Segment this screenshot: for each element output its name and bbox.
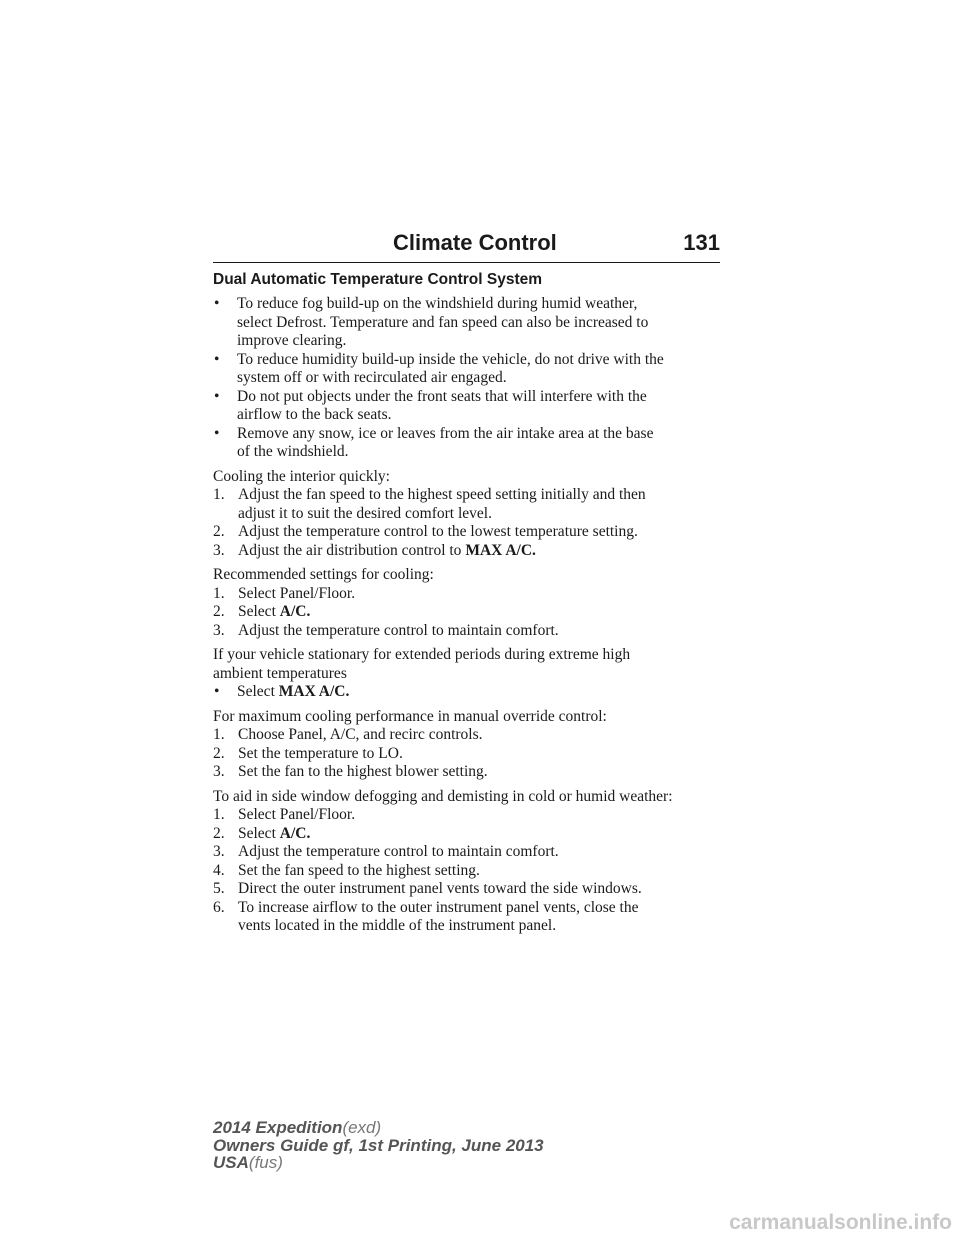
bullet-text: improve clearing. — [237, 332, 347, 349]
list-item: 1. Select Panel/Floor. — [213, 806, 356, 823]
footer-code: (exd) — [342, 1118, 382, 1137]
footer-model: 2014 Expedition — [213, 1118, 343, 1137]
footer-line — [213, 1119, 544, 1137]
footer-line: Owners Guide gf, 1st Printing, June 2013 — [213, 1135, 544, 1155]
step-bold-text: A/C. — [279, 824, 311, 842]
bullet-icon: • — [214, 387, 220, 405]
step-text: Set the temperature to LO. — [238, 744, 403, 762]
bullet-text: To reduce fog build-up on the windshield during humid weather, — [237, 295, 638, 312]
list-item — [213, 388, 723, 425]
step-bold-text: MAX A/C. — [278, 683, 350, 700]
list-item — [213, 683, 723, 702]
section-heading: Dual Automatic Temperature Control System — [213, 271, 543, 288]
defogging-title: To aid in side window defogging and demisting in cold or humid weather: — [213, 787, 673, 805]
footer-line — [213, 1154, 544, 1172]
cooling-quickly-title: Cooling the interior quickly: — [213, 467, 390, 485]
step-text: Adjust the air distribution control to — [238, 541, 462, 559]
bullet-text: airflow to the back seats. — [237, 406, 392, 423]
list-item — [213, 425, 723, 462]
step-text: Select — [238, 824, 276, 842]
list-item: 3. Adjust the air distribution control to MAX A/C. — [213, 541, 536, 559]
list-item: 5. Direct the outer instrument panel vents toward the side windows. — [213, 880, 642, 897]
defogging-section — [213, 788, 723, 936]
footer-code: (fus) — [248, 1153, 283, 1172]
step-text: Select — [237, 683, 275, 700]
step-text: Set the fan speed to the highest setting. — [238, 861, 480, 879]
manual-override-title: For maximum cooling performance in manual override control: — [213, 707, 607, 725]
list-item — [213, 295, 723, 351]
step-text: To increase airflow to the outer instrument panel vents, close the — [238, 898, 639, 916]
cooling-quickly-section — [213, 468, 723, 561]
step-text: adjust it to suit the desired comfort level. — [238, 504, 492, 522]
step-text: vents located in the middle of the instrument panel. — [238, 917, 557, 934]
step-text: Select Panel/Floor. — [238, 584, 356, 602]
list-item: 2. Adjust the temperature control to the lowest temperature setting. — [213, 523, 638, 540]
page-footer — [213, 1119, 544, 1172]
stationary-line: If your vehicle stationary for extended periods during extreme high — [213, 646, 631, 663]
bullet-text: system off or with recirculated air engaged. — [237, 369, 507, 386]
bullet-icon: • — [214, 424, 220, 442]
step-text: Adjust the temperature control to maintain comfort. — [238, 621, 559, 639]
bullet-icon: • — [214, 683, 220, 700]
step-text: Choose Panel, A/C, and recirc controls. — [238, 726, 483, 743]
stationary-section — [213, 646, 723, 702]
intro-bullet-list — [213, 295, 723, 462]
recommended-section — [213, 566, 723, 640]
step-text: Set the fan to the highest blower setting. — [238, 763, 488, 780]
list-item: 3. Adjust the temperature control to maintain comfort. — [213, 843, 559, 860]
stationary-line: ambient temperatures — [213, 664, 347, 682]
page-content — [213, 270, 723, 936]
list-item: 3. Set the fan to the highest blower setting. — [213, 763, 488, 780]
list-item: 2. Select A/C. — [213, 824, 311, 842]
step-text: Select — [238, 603, 276, 620]
step-text: Adjust the temperature control to maintain comfort. — [238, 843, 559, 860]
list-item: 2. Select A/C. — [213, 603, 311, 620]
list-item — [213, 351, 723, 388]
recommended-title: Recommended settings for cooling: — [213, 566, 434, 583]
footer-market: USA — [213, 1153, 249, 1172]
watermark: carmanualsonline.info — [729, 1211, 952, 1234]
bullet-text: To reduce humidity build-up inside the vehicle, do not drive with the — [237, 350, 664, 368]
list-item: 1. Choose Panel, A/C, and recirc controls. — [213, 726, 483, 743]
bullet-icon: • — [214, 295, 220, 312]
step-bold-text: A/C. — [279, 603, 311, 620]
step-text: Adjust the fan speed to the highest speed setting initially and then — [238, 486, 646, 503]
page-number: 131 — [683, 230, 720, 255]
stationary-text — [213, 646, 723, 683]
step-text: Direct the outer instrument panel vents toward the side windows. — [238, 880, 642, 897]
list-item: 3. Adjust the temperature control to maintain comfort. — [213, 621, 559, 639]
step-bold-text: MAX A/C. — [465, 541, 536, 559]
step-text: Adjust the temperature control to the lowest temperature setting. — [238, 523, 638, 540]
page-header — [213, 226, 720, 263]
manual-override-section — [213, 708, 723, 782]
step-text: Select Panel/Floor. — [238, 806, 356, 823]
section-title: Climate Control — [393, 230, 557, 255]
bullet-text: Remove any snow, ice or leaves from the air intake area at the base — [237, 424, 654, 442]
bullet-icon: • — [214, 350, 220, 368]
list-item: 4. Set the fan speed to the highest setting. — [213, 861, 480, 879]
bullet-text: select Defrost. Temperature and fan speed can also be increased to — [237, 313, 649, 331]
list-item: 2. Set the temperature to LO. — [213, 744, 403, 762]
list-item: 1. Select Panel/Floor. — [213, 584, 356, 602]
list-item: 1. Adjust the fan speed to the highest speed setting initially and then adjust it to suit the desired comfort level. — [213, 486, 646, 522]
bullet-text: of the windshield. — [237, 443, 349, 460]
bullet-text: Do not put objects under the front seats that will interfere with the — [237, 387, 647, 405]
list-item: 6. To increase airflow to the outer instrument panel vents, close the vents located in the middle of the instrument panel. — [213, 898, 639, 934]
